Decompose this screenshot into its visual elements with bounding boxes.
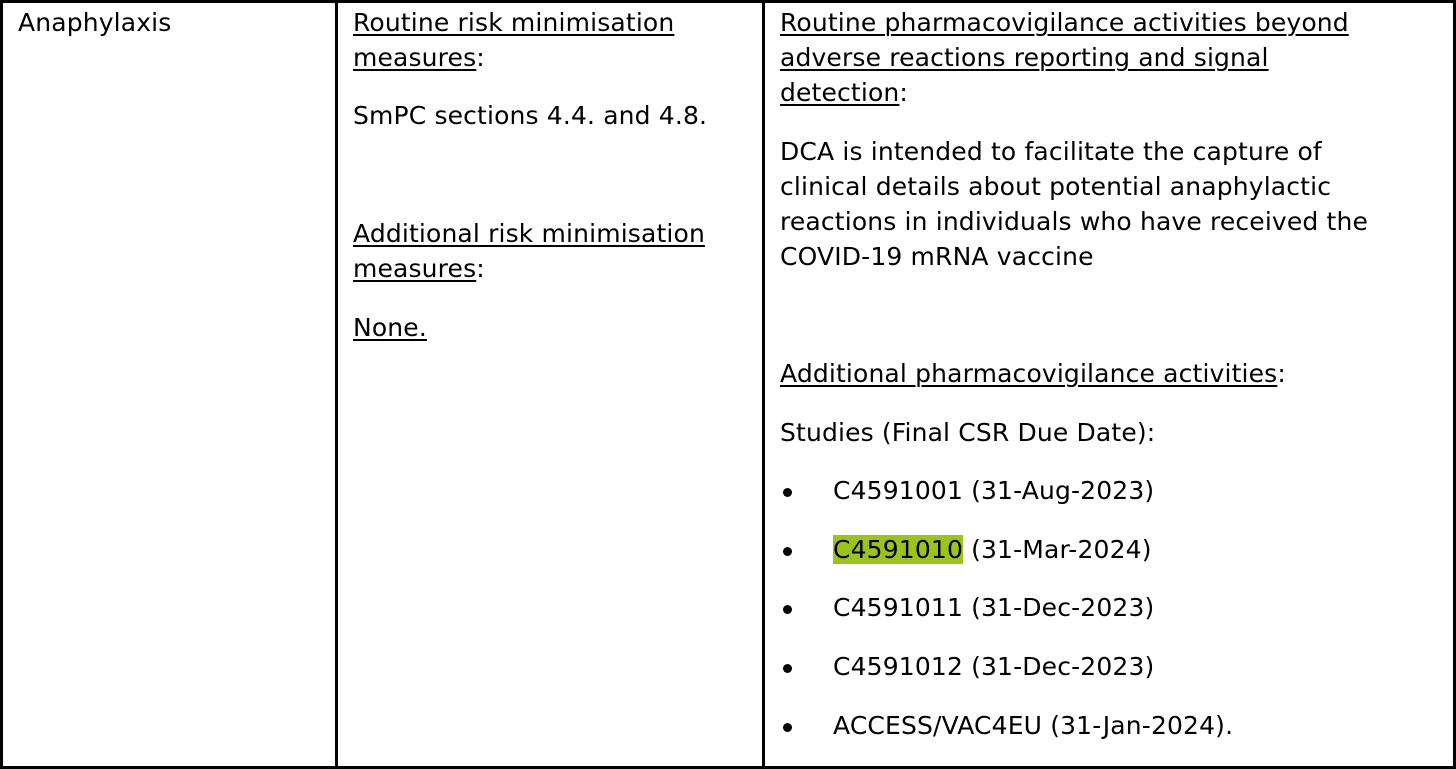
additional-risk-heading-measures: measures — [353, 254, 477, 283]
routine-pv-heading-colon: : — [899, 78, 908, 107]
table-border-top — [0, 0, 1456, 3]
routine-pv-heading-line2: adverse reactions reporting and signal — [780, 43, 1269, 72]
routine-risk-heading-line2 — [353, 40, 485, 75]
additional-pv-heading — [780, 356, 1286, 391]
routine-risk-heading-line1: Routine risk minimisation — [353, 8, 675, 37]
dca-text-line2: clinical details about potential anaphylactic — [780, 172, 1332, 201]
list-item — [833, 532, 1152, 567]
table-border-left — [0, 0, 3, 769]
study-id: C4591012 — [833, 652, 963, 681]
additional-pv-heading-colon: : — [1277, 359, 1286, 388]
routine-pv-heading-line1: Routine pharmacovigilance activities beyond — [780, 8, 1349, 37]
study-date: (31-Aug-2023) — [963, 476, 1155, 505]
study-date: (31-Jan-2024). — [1042, 711, 1234, 740]
bullet-icon — [783, 605, 792, 614]
routine-pv-heading-detection: detection — [780, 78, 900, 107]
routine-risk-text: SmPC sections 4.4. and 4.8. — [353, 101, 708, 130]
bullet-icon — [783, 488, 792, 497]
study-id-highlighted: C4591010 — [833, 535, 963, 564]
column-divider-1 — [335, 0, 338, 769]
list-item — [833, 590, 1154, 625]
additional-pv-heading-text: Additional pharmacovigilance activities — [780, 359, 1278, 388]
additional-risk-heading-line2 — [353, 251, 485, 286]
dca-text-line3: reactions in individuals who have received the — [780, 207, 1368, 236]
list-item — [833, 708, 1233, 743]
column-divider-2 — [762, 0, 765, 769]
routine-risk-heading-colon: : — [476, 43, 485, 72]
study-date: (31-Dec-2023) — [963, 652, 1155, 681]
study-id: ACCESS/VAC4EU — [833, 711, 1043, 740]
study-date: (31-Mar-2024) — [963, 535, 1152, 564]
study-date: (31-Dec-2023) — [963, 593, 1155, 622]
risk-name: Anaphylaxis — [18, 8, 172, 37]
additional-risk-heading-colon: : — [476, 254, 485, 283]
dca-text-line4: COVID-19 mRNA vaccine — [780, 242, 1094, 271]
additional-risk-heading-line1: Additional risk minimisation — [353, 219, 705, 248]
routine-pv-heading-line3 — [780, 75, 908, 110]
routine-risk-heading-measures: measures — [353, 43, 477, 72]
study-id: C4591001 — [833, 476, 963, 505]
bullet-icon — [783, 547, 792, 556]
list-item — [833, 473, 1154, 508]
study-id: C4591011 — [833, 593, 963, 622]
bullet-icon — [783, 723, 792, 732]
list-item — [833, 649, 1154, 684]
additional-risk-text: None. — [353, 313, 427, 342]
dca-text-line1: DCA is intended to facilitate the capture of — [780, 137, 1322, 166]
studies-label: Studies (Final CSR Due Date): — [780, 418, 1156, 447]
bullet-icon — [783, 664, 792, 673]
